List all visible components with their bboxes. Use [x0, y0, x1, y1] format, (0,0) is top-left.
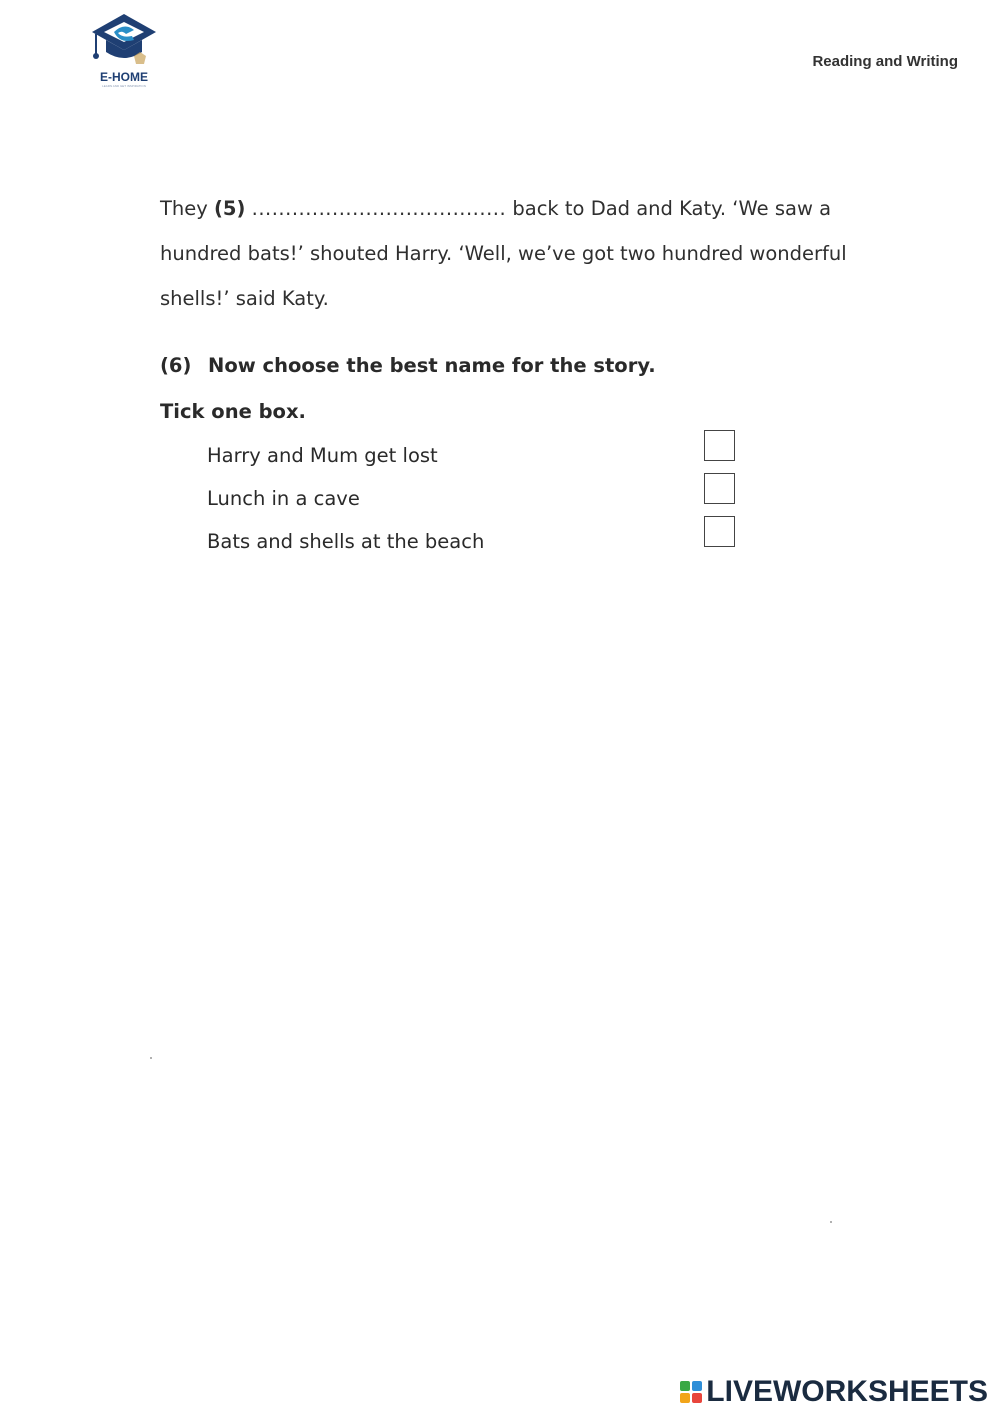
option-row: [207, 440, 747, 483]
option-label: Lunch in a cave: [207, 487, 360, 510]
scan-speck: [830, 1221, 832, 1223]
option-row: [207, 483, 747, 526]
brand-square: [692, 1381, 702, 1391]
ehome-logo: [88, 12, 160, 90]
question-6-title: [160, 354, 656, 377]
logo-subtext: LEARN AND GET INSPIRATION: [102, 84, 146, 88]
brand-square: [692, 1393, 702, 1403]
question-6-prompt: Now choose the best name for the story.: [208, 354, 656, 377]
brand-square: [680, 1393, 690, 1403]
brand-square: [680, 1381, 690, 1391]
option-label: Bats and shells at the beach: [207, 530, 485, 553]
logo-text: E-HOME: [100, 70, 148, 84]
passage-word: They: [160, 197, 208, 220]
liveworksheets-brand: [680, 1377, 988, 1407]
option-row: [207, 526, 747, 569]
graduation-cap-e-icon: [88, 12, 160, 72]
scan-speck: [150, 1057, 152, 1059]
option-checkbox[interactable]: [704, 430, 735, 461]
option-checkbox[interactable]: [704, 516, 735, 547]
passage-text: back to Dad and Katy. ‘We saw a hundred bats!’ shouted Harry. ‘Well, we’ve got two hundred wonderful shells!’ said Katy.: [160, 197, 847, 310]
question-instruction: Tick one box.: [160, 400, 306, 423]
liveworksheets-logo-icon: [680, 1381, 702, 1403]
option-checkbox[interactable]: [704, 473, 735, 504]
question-5-number: (5): [214, 197, 246, 220]
option-label: Harry and Mum get lost: [207, 444, 438, 467]
story-passage: [160, 186, 850, 321]
answer-options: [207, 440, 747, 569]
brand-text: LIVEWORKSHEETS: [706, 1375, 988, 1408]
section-title: Reading and Writing: [812, 53, 958, 70]
question-6-number: (6): [160, 354, 192, 377]
answer-blank-5[interactable]: ......................................: [251, 197, 507, 220]
